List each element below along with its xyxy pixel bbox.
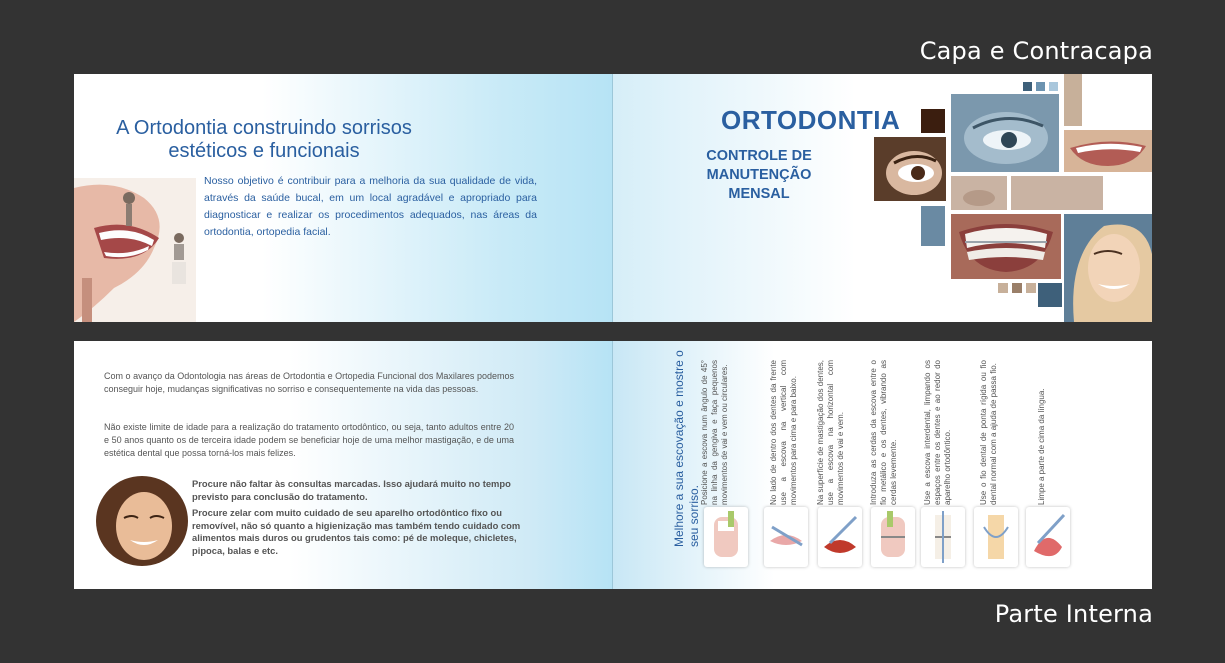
paragraph-orthodontics-advance: Com o avanço da Odontologia nas áreas de Ortodontia e Ortopedia Funcional dos Maxilares podemos conseguir hoje, mudanças significativas no sorriso e consequentemente na vida das pessoas. [104, 371, 514, 394]
cover-title: ORTODONTIA [721, 105, 901, 135]
brushing-heading: Melhore a sua escovação e mostre o seu sorriso. [672, 350, 701, 547]
woman-portrait [94, 474, 190, 569]
smiling-woman-photo [1064, 214, 1152, 322]
steel-square [1038, 283, 1062, 307]
step-7-text: Limpe a parte de cima da língua. [1037, 388, 1046, 505]
small-square-1 [1023, 82, 1032, 91]
cover-intro-text: Nosso objetivo é contribuir para a melhoria da sua qualidade de vida, através da saúde bucal, em um local agradável e apropriado para diagnosticar e realizar os procedimentos adequados, nas áreas da ortodontia, ortopedia facial. [204, 175, 537, 238]
cover-section-label: Capa e Contracapa [919, 37, 1153, 65]
brown-square [921, 109, 945, 133]
small-square-4 [998, 283, 1008, 293]
small-square-5 [1012, 283, 1022, 293]
small-square-3 [1049, 82, 1058, 91]
tongue-cleaning-icon [1026, 507, 1070, 567]
cover-panel [74, 74, 1152, 322]
smile-photo-top [1064, 130, 1152, 172]
tip-appliance-care: Procure zelar com muito cuidado de seu aparelho ortodôntico fixo ou removível, não só quanto a higienização mas também tendo cuidado com alimentos mais duros ou grudentos tais como: pé de moleque, chicletes, pipoca, balas e etc. [192, 507, 521, 556]
cover-headline: A Ortodontia construindo sorrisos estéticos e funcionais [116, 117, 412, 162]
toothbrush-braces-icon [871, 507, 915, 567]
cover-subtitle: CONTROLE DE MANUTENÇÃO MENSAL [706, 148, 812, 202]
tip-appointments: Procure não faltar às consultas marcadas. Isso ajudará muito no tempo previsto para conclusão do tratamento. [192, 478, 511, 502]
braces-photo [951, 214, 1061, 279]
dental-floss-icon [974, 507, 1018, 567]
eye-photo-blue [951, 94, 1059, 172]
smile-illustration [74, 178, 196, 322]
step-3-text: Na superfície de mastigação dos dentes, use a escova na horizontal com movimentos de vai e vem. [816, 360, 845, 505]
steel-block [921, 206, 945, 246]
toothbrush-vertical-icon [764, 507, 808, 567]
small-square-2 [1036, 82, 1045, 91]
paragraph-age-limit: Não existe limite de idade para a realização do tratamento ortodôntico, ou seja, tanto adultos entre 20 e 50 anos quanto os de terceira idade podem se beneficiar hoje de uma melhor mastigação, e de uma estética dental que possa torná-los mais felizes. [104, 422, 514, 458]
toothbrush-angle-icon [704, 507, 748, 567]
inner-panel [74, 341, 1152, 589]
step-6-text: Use o fio dental de ponta rígida ou fio dental normal com a ajuda de passa fio. [979, 360, 998, 505]
inner-section-label: Parte Interna [994, 600, 1153, 628]
tan-rectangle [1011, 176, 1103, 210]
eye-photo-left [874, 137, 946, 201]
toothbrush-horizontal-icon [818, 507, 862, 567]
nose-photo [951, 176, 1007, 210]
step-1-text: Posicione a escova num ângulo de 45° na linha da gengiva e faça pequenos movimentos de vai e vem ou circulares. [700, 360, 729, 505]
interdental-brush-icon [921, 507, 965, 567]
step-5-text: Use a escova interdental, limpando os espaços entre os dentes e ao redor do aparelho ortodôntico. [923, 360, 952, 505]
small-square-6 [1026, 283, 1036, 293]
step-2-text: No lado de dentro dos dentes da frente use a escova na vertical com movimentos para cima e para baixo. [769, 360, 798, 505]
step-4-text: Introduza as cerdas da escova entre o fio metálico e os dentes, vibrando as cerdas levemente. [869, 360, 898, 505]
tan-bar-top [1064, 74, 1082, 126]
